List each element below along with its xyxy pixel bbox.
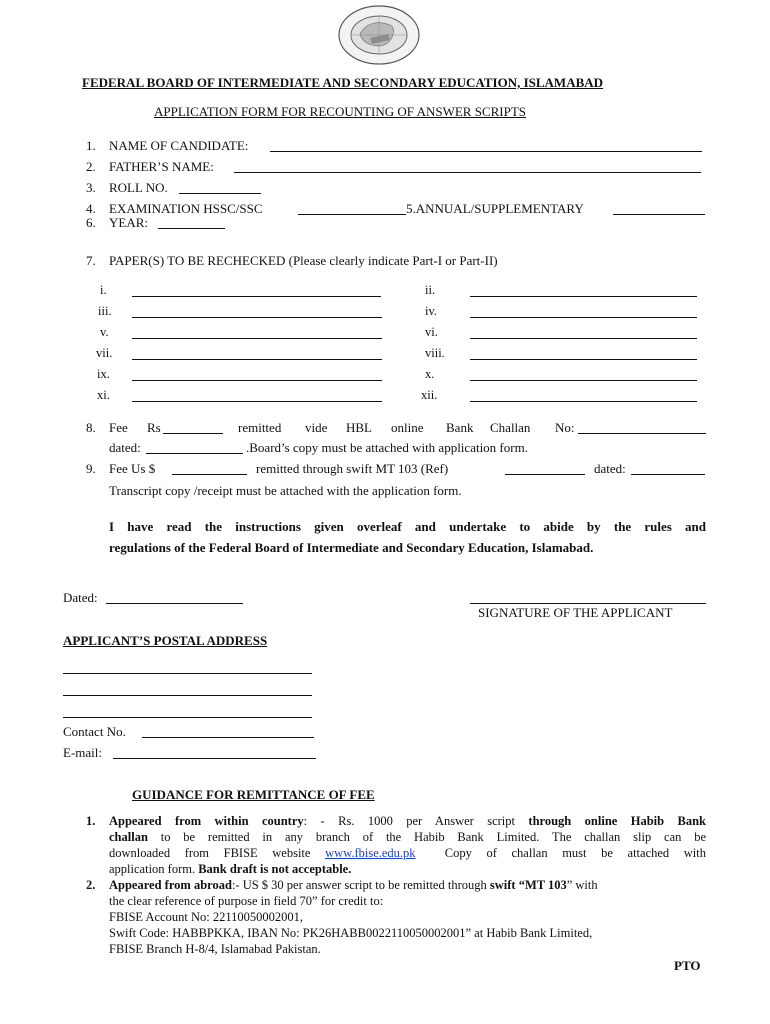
guidance-2-line-1 bbox=[109, 878, 598, 893]
year-label: YEAR: bbox=[109, 215, 148, 230]
paper-line[interactable] bbox=[132, 296, 381, 297]
guidance-1-line-3 bbox=[109, 846, 706, 861]
guidance-1-text: Copy of challan must be attached with bbox=[444, 846, 706, 860]
swift-dated-line[interactable] bbox=[631, 474, 705, 475]
signature-label: SIGNATURE OF THE APPLICANT bbox=[478, 605, 673, 620]
paper-label: v. bbox=[100, 325, 109, 339]
guidance-1-text: to be remitted in any branch of the Habib Bank Limited. The challan slip can be bbox=[160, 830, 707, 844]
paper-line[interactable] bbox=[470, 296, 697, 297]
fee-label: Fee bbox=[109, 420, 128, 435]
board-title: FEDERAL BOARD OF INTERMEDIATE AND SECONDARY EDUCATION, ISLAMABAD bbox=[82, 75, 604, 90]
paper-label: i. bbox=[100, 283, 107, 297]
guidance-1-bold: Bank draft is not acceptable. bbox=[198, 862, 352, 876]
paper-line[interactable] bbox=[132, 380, 382, 381]
swift-ref-line[interactable] bbox=[505, 474, 585, 475]
guidance-1-text: : - Rs. 1000 per Answer script bbox=[303, 814, 515, 828]
field-num-8: 8. bbox=[86, 420, 96, 435]
form-title: APPLICATION FORM FOR RECOUNTING OF ANSWER SCRIPTS bbox=[154, 104, 527, 119]
field-num-1: 1. bbox=[86, 138, 96, 153]
annual-supplementary-label: 5.ANNUAL/SUPPLEMENTARY bbox=[406, 201, 584, 216]
field-num-3: 3. bbox=[86, 180, 96, 195]
guidance-2-line-5: FBISE Branch H-8/4, Islamabad Pakistan. bbox=[109, 942, 321, 956]
paper-line[interactable] bbox=[132, 317, 382, 318]
declaration-line-2: regulations of the Federal Board of Intermediate and Secondary Education, Islamabad. bbox=[109, 540, 594, 555]
fathers-name-line[interactable] bbox=[234, 172, 701, 173]
paper-line[interactable] bbox=[470, 401, 697, 402]
fathers-name-label: FATHER’S NAME: bbox=[109, 159, 214, 174]
contact-no-line[interactable] bbox=[142, 737, 314, 738]
fee-challan: Challan bbox=[490, 420, 531, 435]
fee-usd-label: Fee Us $ bbox=[109, 461, 156, 476]
pto-label: PTO bbox=[674, 958, 701, 973]
dated-label: Dated: bbox=[63, 590, 98, 605]
fee-usd-line[interactable] bbox=[172, 474, 247, 475]
guidance-1-line-2 bbox=[109, 830, 706, 845]
guidance-2-line-2: the clear reference of purpose in field 70” for credit to: bbox=[109, 894, 384, 908]
postal-address-heading: APPLICANT’S POSTAL ADDRESS bbox=[63, 633, 268, 648]
declaration-line-1: I have read the instructions given overleaf and undertake to abide by the rules and bbox=[109, 519, 706, 534]
fbise-website-link[interactable]: www.fbise.edu.pk bbox=[325, 846, 416, 860]
fee-board-copy-note: .Board’s copy must be attached with application form. bbox=[246, 440, 528, 455]
paper-line[interactable] bbox=[470, 380, 697, 381]
paper-label: iii. bbox=[98, 304, 112, 318]
annual-supplementary-line[interactable] bbox=[613, 214, 705, 215]
year-line[interactable] bbox=[158, 228, 225, 229]
field-num-7: 7. bbox=[86, 253, 96, 268]
roll-no-line[interactable] bbox=[179, 193, 261, 194]
fee-vide: vide bbox=[305, 420, 328, 435]
paper-line[interactable] bbox=[132, 401, 382, 402]
transcript-note: Transcript copy /receipt must be attached with the application form. bbox=[109, 483, 462, 498]
fee-challan-no: No: bbox=[555, 420, 575, 435]
challan-no-line[interactable] bbox=[578, 433, 706, 434]
paper-label: ii. bbox=[425, 283, 436, 297]
guidance-1-line-4 bbox=[109, 862, 351, 877]
contact-no-label: Contact No. bbox=[63, 724, 126, 739]
guidance-1-bold: through online Habib Bank bbox=[528, 814, 706, 828]
name-of-candidate-label: NAME OF CANDIDATE: bbox=[109, 138, 249, 153]
email-label: E-mail: bbox=[63, 745, 102, 760]
address-line[interactable] bbox=[63, 717, 312, 718]
examination-line[interactable] bbox=[298, 214, 406, 215]
swift-dated-label: dated: bbox=[594, 461, 626, 476]
swift-remitted-label: remitted through swift MT 103 (Ref) bbox=[256, 461, 449, 476]
guidance-num-2: 2. bbox=[86, 878, 96, 892]
field-num-6: 6. bbox=[86, 215, 96, 230]
field-num-9: 9. bbox=[86, 461, 96, 476]
dated-line[interactable] bbox=[106, 603, 243, 604]
guidance-heading: GUIDANCE FOR REMITTANCE OF FEE bbox=[132, 787, 375, 802]
name-of-candidate-line[interactable] bbox=[270, 151, 702, 152]
guidance-2-bold: Appeared from abroad bbox=[109, 878, 232, 892]
guidance-2-text: :- US $ 30 per answer script to be remitted through bbox=[231, 878, 487, 892]
fee-remitted: remitted bbox=[238, 420, 282, 435]
guidance-1-text: application form. bbox=[109, 862, 196, 876]
fee-rs-line[interactable] bbox=[163, 433, 223, 434]
paper-line[interactable] bbox=[470, 359, 697, 360]
field-num-2: 2. bbox=[86, 159, 96, 174]
paper-line[interactable] bbox=[470, 317, 697, 318]
guidance-2-line-4: Swift Code: HABBPKKA, IBAN No: PK26HABB0022110050002001” at Habib Bank Limited, bbox=[109, 926, 593, 940]
guidance-1-bold: challan bbox=[109, 830, 148, 844]
paper-label: iv. bbox=[425, 304, 438, 318]
email-line[interactable] bbox=[113, 758, 316, 759]
paper-label: vi. bbox=[425, 325, 438, 339]
paper-label: viii. bbox=[425, 346, 445, 360]
signature-line[interactable] bbox=[470, 603, 706, 604]
paper-line[interactable] bbox=[132, 359, 382, 360]
fee-online: online bbox=[391, 420, 424, 435]
paper-label: xii. bbox=[421, 388, 438, 402]
guidance-1-bold: Appeared from within country bbox=[109, 814, 304, 828]
guidance-1-line-1 bbox=[109, 814, 706, 829]
paper-line[interactable] bbox=[470, 338, 697, 339]
fee-bank: Bank bbox=[446, 420, 474, 435]
fbise-logo bbox=[336, 4, 422, 66]
address-line[interactable] bbox=[63, 695, 312, 696]
paper-label: xi. bbox=[97, 388, 110, 402]
roll-no-label: ROLL NO. bbox=[109, 180, 168, 195]
fee-dated-label: dated: bbox=[109, 440, 141, 455]
address-line[interactable] bbox=[63, 673, 312, 674]
papers-label: PAPER(S) TO BE RECHECKED (Please clearly indicate Part-I or Part-II) bbox=[109, 253, 498, 268]
fee-dated-line[interactable] bbox=[146, 453, 243, 454]
guidance-2-text: ” with bbox=[566, 878, 598, 892]
paper-label: x. bbox=[425, 367, 435, 381]
guidance-2-bold: swift “MT 103 bbox=[489, 878, 567, 892]
guidance-2-line-3: FBISE Account No: 22110050002001, bbox=[109, 910, 303, 924]
examination-label: EXAMINATION HSSC/SSC bbox=[109, 201, 263, 216]
fee-rs-label: Rs bbox=[147, 420, 161, 435]
guidance-1-text: downloaded from FBISE website bbox=[109, 846, 311, 860]
paper-label: vii. bbox=[96, 346, 113, 360]
paper-label: ix. bbox=[97, 367, 110, 381]
fee-hbl: HBL bbox=[346, 420, 372, 435]
paper-line[interactable] bbox=[132, 338, 382, 339]
guidance-num-1: 1. bbox=[86, 814, 96, 828]
field-num-4: 4. bbox=[86, 201, 96, 216]
